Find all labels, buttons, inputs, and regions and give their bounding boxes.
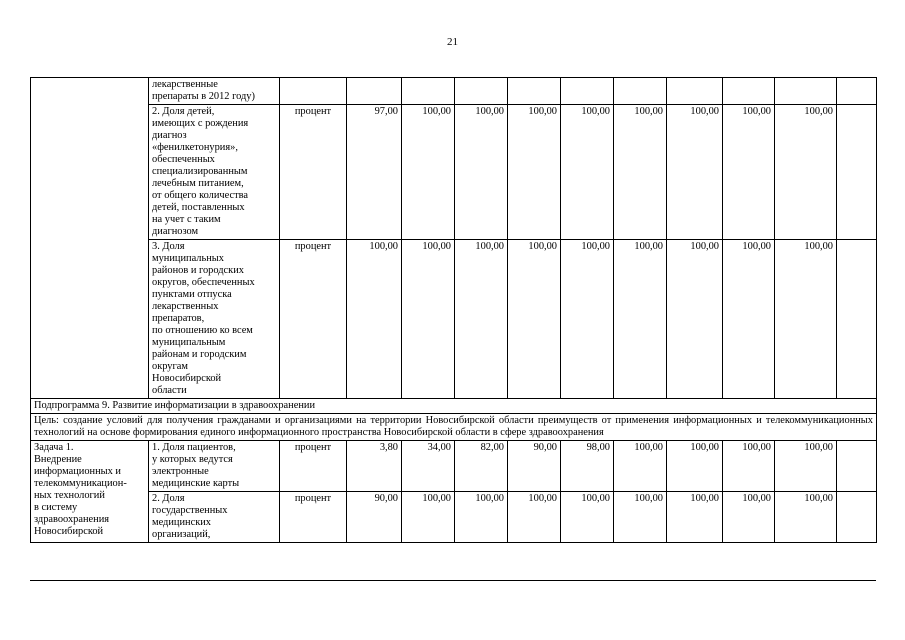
indicator-cell	[149, 78, 280, 105]
value-cell: 100,00	[667, 105, 723, 240]
value-cell: 98,00	[561, 441, 614, 492]
value-cell	[508, 78, 561, 105]
value-cell: 34,00	[402, 441, 455, 492]
value-cell: 100,00	[667, 492, 723, 543]
value-cell: 100,00	[561, 240, 614, 399]
value-cell: 100,00	[508, 105, 561, 240]
value-cell	[402, 78, 455, 105]
page-number: 21	[447, 36, 458, 48]
unit-cell: процент	[280, 240, 347, 399]
value-cell	[614, 78, 667, 105]
value-cell: 100,00	[508, 240, 561, 399]
table-row	[31, 78, 877, 105]
value-cell: 100,00	[667, 240, 723, 399]
value-cell: 82,00	[455, 441, 508, 492]
note-cell	[837, 105, 877, 240]
indicator-cell	[149, 441, 280, 492]
value-cell: 100,00	[723, 105, 775, 240]
value-cell: 100,00	[455, 105, 508, 240]
value-cell	[347, 78, 402, 105]
subprogram-heading: Подпрограмма 9. Развитие информатизации в здравоохранении	[31, 399, 877, 414]
indicator-text: лекарственные препараты в 2012 году)	[152, 79, 255, 102]
table-row	[31, 414, 877, 441]
indicator-text: 2. Доля детей, имеющих с рождения диагноз «фенилкетонурия», обеспеченных специализированным лечебным питанием, от общего количества детей, поставленных на учет с таким диагнозом	[152, 106, 249, 237]
page-bottom-rule	[30, 580, 876, 581]
task-cell-empty	[31, 78, 149, 399]
value-cell: 100,00	[614, 105, 667, 240]
value-cell: 100,00	[667, 441, 723, 492]
value-cell: 3,80	[347, 441, 402, 492]
value-cell: 100,00	[723, 492, 775, 543]
task-cell	[31, 441, 149, 543]
indicator-text: 2. Доля государственных медицинских организаций,	[152, 493, 228, 540]
task-text: Задача 1. Внедрение информационных и телекоммуникацион- ных технологий в систему здравоохранения Новосибирской	[34, 442, 127, 537]
value-cell	[455, 78, 508, 105]
value-cell: 100,00	[561, 492, 614, 543]
table-row	[31, 399, 877, 414]
goal-statement: Цель: создание условий для получения гражданами и организациями на территории Новосибирской области преимуществ от применения информационных и телекоммуникационных технологий на основе формирования единого информационного пространства Новосибирской области в сфере здравоохранения	[31, 414, 877, 441]
unit-cell: процент	[280, 492, 347, 543]
indicator-cell	[149, 240, 280, 399]
indicator-cell	[149, 492, 280, 543]
value-cell	[775, 78, 837, 105]
value-cell: 100,00	[614, 240, 667, 399]
value-cell: 90,00	[508, 441, 561, 492]
indicators-table	[30, 77, 877, 543]
table-row	[31, 492, 877, 543]
indicator-text: 1. Доля пациентов, у которых ведутся электронные медицинские карты	[152, 442, 240, 489]
value-cell: 100,00	[455, 492, 508, 543]
unit-cell: процент	[280, 441, 347, 492]
value-cell: 100,00	[455, 240, 508, 399]
value-cell: 100,00	[402, 105, 455, 240]
indicator-text: 3. Доля муниципальных районов и городских округов, обеспеченных пунктами отпуска лекарственных препаратов, по отношению ко всем муниципальным районам и городским округам Новосибирской области	[152, 241, 255, 396]
value-cell: 90,00	[347, 492, 402, 543]
value-cell: 100,00	[723, 441, 775, 492]
table-row	[31, 441, 877, 492]
value-cell	[667, 78, 723, 105]
unit-cell	[280, 78, 347, 105]
value-cell: 100,00	[775, 105, 837, 240]
value-cell: 100,00	[561, 105, 614, 240]
value-cell: 100,00	[614, 492, 667, 543]
value-cell: 100,00	[775, 492, 837, 543]
value-cell: 97,00	[347, 105, 402, 240]
table-row	[31, 105, 877, 240]
note-cell	[837, 492, 877, 543]
value-cell: 100,00	[723, 240, 775, 399]
value-cell: 100,00	[508, 492, 561, 543]
value-cell: 100,00	[775, 240, 837, 399]
value-cell: 100,00	[614, 441, 667, 492]
indicator-cell	[149, 105, 280, 240]
value-cell	[723, 78, 775, 105]
note-cell	[837, 78, 877, 105]
note-cell	[837, 240, 877, 399]
unit-cell: процент	[280, 105, 347, 240]
value-cell: 100,00	[402, 492, 455, 543]
table-row	[31, 240, 877, 399]
value-cell: 100,00	[775, 441, 837, 492]
value-cell: 100,00	[347, 240, 402, 399]
note-cell	[837, 441, 877, 492]
value-cell: 100,00	[402, 240, 455, 399]
value-cell	[561, 78, 614, 105]
